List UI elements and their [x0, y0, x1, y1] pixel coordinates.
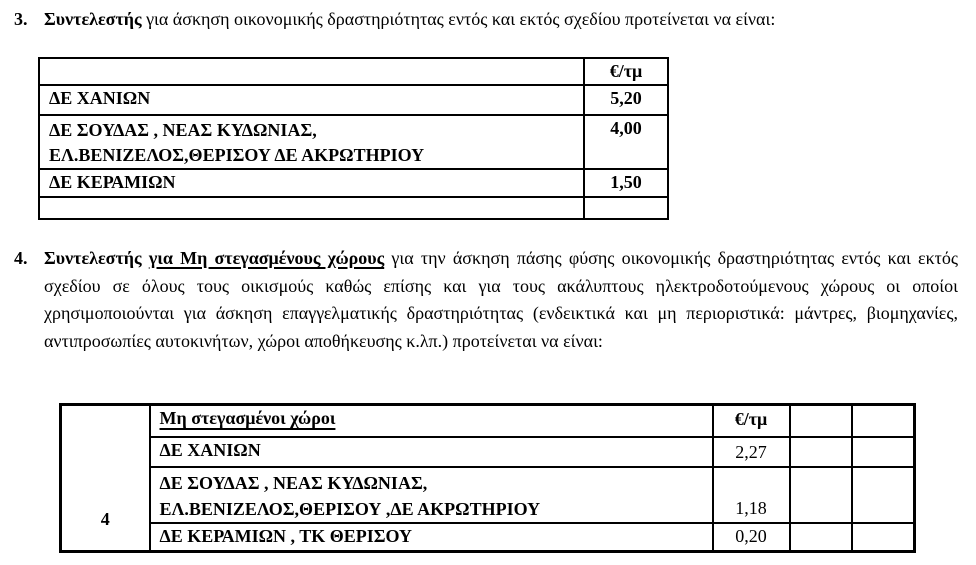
table-row [39, 197, 668, 219]
table-row [39, 169, 668, 197]
item-4-lead: Συντελεστής [44, 248, 142, 268]
table-cell-name [39, 115, 584, 169]
row-number-cell: 4 [61, 405, 150, 552]
item-3-number: 3. [14, 9, 28, 29]
table-row [61, 467, 915, 523]
table-row [39, 115, 668, 169]
table-cell-empty [584, 197, 668, 219]
category-header-label: Μη στεγασμένοι χώροι [159, 408, 336, 428]
name-line-2: ΕΛ.ΒΕΝΙΖΕΛΟΣ,ΘΕΡΙΣΟΥ ,ΔΕ ΑΚΡΩΤΗΡΙΟΥ [159, 498, 541, 519]
table-cell-empty [790, 405, 852, 437]
table-cell-empty [39, 58, 584, 85]
unit-header-cell: €/τμ [713, 405, 790, 437]
unit-header-cell: €/τμ [584, 58, 668, 85]
table-uncovered-spaces [59, 403, 916, 553]
table-cell-name: ΔΕ ΚΕΡΑΜΙΩΝ [39, 169, 584, 197]
item-3-text: για άσκηση οικονομικής δραστηριότητας εντός και εκτός σχεδίου προτείνεται να είναι: [141, 9, 776, 29]
table-cell-empty [852, 405, 915, 437]
item-3-paragraph [14, 6, 958, 34]
table-cell-empty [852, 467, 915, 523]
item-4-paragraph [14, 245, 958, 355]
table-cell-empty [790, 523, 852, 552]
table-cell-empty [852, 523, 915, 552]
table-cell-name: ΔΕ ΧΑΝΙΩΝ [39, 85, 584, 115]
table-coefficient-economic-activity [38, 57, 669, 220]
table-cell-empty [790, 437, 852, 467]
name-line-2: ΕΛ.ΒΕΝΙΖΕΛΟΣ,ΘΕΡΙΣΟΥ ΔΕ ΑΚΡΩΤΗΡΙΟΥ [49, 145, 425, 165]
table-cell-value: 2,27 [713, 437, 790, 467]
table-cell-name: ΔΕ ΧΑΝΙΩΝ [150, 437, 713, 467]
table-cell-empty [852, 437, 915, 467]
table-row [61, 437, 915, 467]
item-4-underlined-phrase: για Μη στεγασμένους χώρους [148, 248, 385, 268]
category-header-cell [150, 405, 713, 437]
table-cell-value: 4,00 [584, 115, 668, 169]
table-cell-empty [790, 467, 852, 523]
table-cell-value: 1,18 [713, 467, 790, 523]
table-row [61, 405, 915, 437]
table-cell-value: 5,20 [584, 85, 668, 115]
table-row [61, 523, 915, 552]
item-3-lead: Συντελεστής [44, 9, 142, 29]
table-cell-name: ΔΕ ΚΕΡΑΜΙΩΝ , ΤΚ ΘΕΡΙΣΟΥ [150, 523, 713, 552]
table-cell-name [150, 467, 713, 523]
table-cell-value: 1,50 [584, 169, 668, 197]
item-4-number: 4. [14, 248, 28, 268]
item-4-text: για την άσκηση πάσης φύσης οικονομικής δραστηριότητας εντός και εκτός σχεδίου σε όλους τους οικισμούς καθώς επίσης και για τους ακάλυπτους ηλεκτροδοτούμενους χώρους οι οποίοι χρησιμοποιούνται για άσκηση επαγγελματικής δραστηριότητας (ενδεικτικά και μη περιοριστικά: μάντρες, βιομηχανίες, αντιπροσωπίες αυτοκινήτων, χώροι αποθήκευσης κ.λπ.) προτείνεται να είναι: [44, 248, 958, 351]
name-line-1: ΔΕ ΣΟΥΔΑΣ , ΝΕΑΣ ΚΥΔΩΝΙΑΣ, [49, 120, 317, 140]
table-row [39, 85, 668, 115]
name-line-1: ΔΕ ΣΟΥΔΑΣ , ΝΕΑΣ ΚΥΔΩΝΙΑΣ, [159, 472, 428, 493]
table-cell-value: 0,20 [713, 523, 790, 552]
table-row [39, 58, 668, 85]
table-cell-empty [39, 197, 584, 219]
